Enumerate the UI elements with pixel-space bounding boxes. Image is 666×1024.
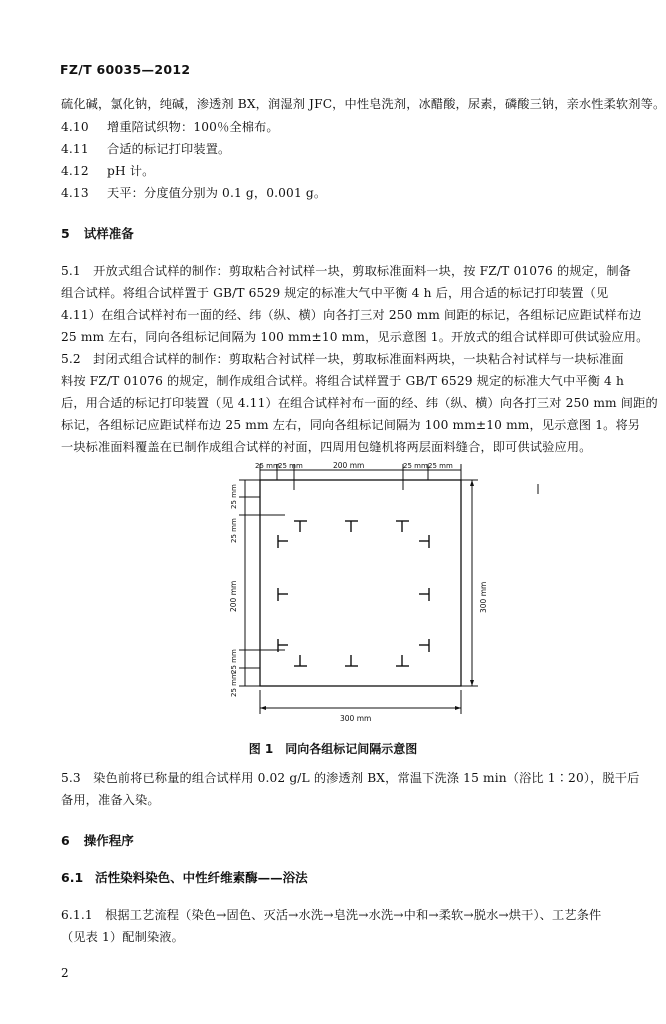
left-label: 25 mm [230,484,238,509]
para-5-1-line: 组合试样。将组合试样置于 GB/T 6529 规定的标准大气中平衡 4 h 后，用合适的标记打印装置（见 [61,286,609,300]
section-title: 操作程序 [83,833,134,848]
left-label: 25 mm [230,518,238,543]
para-5-2-line: 料按 FZ/T 01076 的规定，制作成组合试样。将组合试样置于 GB/T 6529 规定的标准大气中平衡 4 h [61,374,624,388]
tick-marks [278,521,429,666]
para-5-2-line: 5.2 封闭式组合试样的制作：剪取粘合衬试样一块，剪取标准面料两块，一块粘合衬试样与一块标准面 [61,352,624,366]
section-number: 5 [61,226,70,241]
para-5-2-line: 标记，各组标记应距试样布边 25 mm 左右，同向各组标记间隔为 100 mm±10 mm，见示意图 1。将另 [61,418,641,432]
sample-outline [260,480,461,686]
section-number: 6 [61,833,70,848]
item-number: 4.12 [61,164,89,178]
item-text: pH 计。 [107,164,155,178]
para-5-2-line: 一块标准面料覆盖在已制作成组合试样的衬面，四周用包缝机将两层面料缝合，即可供试验应用。 [61,440,592,454]
para-5-3-line: 备用，准备入染。 [61,793,160,807]
para-5-3-line: 5.3 染色前将已称量的组合试样用 0.02 g/L 的渗透剂 BX，常温下洗涤 15 min（浴比 1∶20），脱干后 [61,771,640,785]
top-label: 200 mm [333,461,365,470]
page-number: 2 [61,966,69,980]
subsection-title: 活性染料染色、中性纤维素酶——浴法 [95,870,308,885]
section-6-heading [61,831,134,849]
standard-code-header: FZ/T 60035—2012 [60,62,191,77]
item-number: 4.13 [61,186,89,200]
top-label: 25 mm [428,462,453,470]
para-6-1-1-line: （见表 1）配制染液。 [61,930,184,944]
para-6-1-1-line: 6.1.1 根据工艺流程（染色→固色、灭活→水洗→皂洗→水洗→中和→柔软→脱水→烘干）、工艺条件 [61,908,602,922]
item-text: 增重陪试织物：100％全棉布。 [107,120,279,134]
subsection-number: 6.1 [61,870,84,885]
para-5-2-line: 后，用合适的标记打印装置（见 4.11）在组合试样衬布一面的经、纬（纵、横）向各打三对 250 mm 间距的 [61,396,658,410]
top-label: 25 mm [255,462,280,470]
subsection-6-1-heading [61,868,308,886]
section-title: 试样准备 [83,226,134,241]
top-label: 25 mm [278,462,303,470]
para-5-1-line: 25 mm 左右，同向各组标记间隔为 100 mm±10 mm，见示意图 1。开放式的组合试样即可供试验应用。 [61,330,649,344]
left-label: 25 mm [230,672,238,697]
caption-number: 图 1 [248,742,274,756]
para-5-1-line: 4.11）在组合试样衬布一面的经、纬（纵、横）向各打三对 250 mm 间距的标记，各组标记应距试样布边 [61,308,642,322]
caption-text: 同向各组标记间隔示意图 [285,742,418,756]
left-label: 200 mm [229,580,238,612]
left-label: 25 mm [230,649,238,674]
para-5-1-line: 5.1 开放式组合试样的制作：剪取粘合衬试样一块，剪取标准面料一块，按 FZ/T 01076 的规定，制备 [61,264,632,278]
materials-list-line: 硫化碱，氯化钠，纯碱，渗透剂 BX，润湿剂 JFC，中性皂洗剂，冰醋酸，尿素，磷酸三钠，亲水性柔软剂等。 [61,97,666,111]
figure-caption [0,740,666,757]
item-number: 4.11 [61,142,89,156]
item-number: 4.10 [61,120,89,134]
top-label: 25 mm [403,462,428,470]
bottom-label: 300 mm [340,714,372,723]
item-text: 天平：分度值分别为 0.1 g，0.001 g。 [107,186,327,200]
right-label: 300 mm [479,581,488,613]
item-text: 合适的标记打印装置。 [107,142,231,156]
